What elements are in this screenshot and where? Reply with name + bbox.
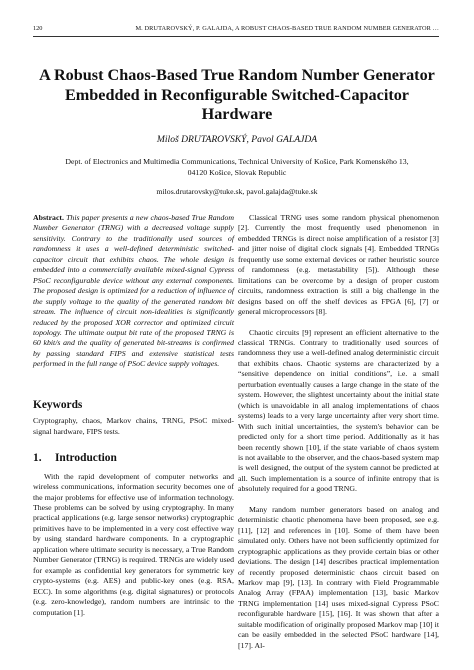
section-heading-introduction [33, 453, 234, 463]
running-title: M. DRUTAROVSKÝ, P. GALAJDA, A ROBUST CHAOS-BASED TRUE RANDOM NUMBER GENERATOR … [135, 25, 439, 32]
left-column [33, 213, 234, 618]
keywords-text: Cryptography, chaos, Markov chains, TRNG, PSoC mixed-signal hardware, FIPS tests. [33, 416, 234, 436]
abstract-label: Abstract. [33, 213, 64, 222]
abstract-text: This paper presents a new chaos-based True Random Number Generator (TRNG) with a decreased voltage supply sensitivity. Contrary to the traditionally used sources of randomness it uses a well-defined deterministic switched-capacitor circuit that exhibits chaos. The whole design is embedded into a commercially available mixed-signal Cypress PSoC reconfigurable device without any external components. The proposed design is optimized for a reduction of influence of the supply voltage to the quality of the generated random bit stream. The influence of circuit non-idealities is significantly reduced by the proposed XOR corrector and optimized circuit topology. The ultimate output bit rate of the proposed TRNG is 60 kbit/s and the quality of generated bit-streams is confirmed by passing standard FIPS and extensive statistical tests performed in the full range of PSoC device supply voltages. [33, 213, 234, 369]
body-paragraph: Many random number generators based on analog and deterministic chaotic phenomena have been proposed, see e.g. [11], [12] and references in [10]. Some of them have been simulated only. Others have not been sufficiently optimized for cryptographic applications as they provide certain bias or other deviations. The design [14] describes practical implementation of recently proposed deterministic chaos circuit based on Markov map [9], [13]. In contrary with Field Programmable Analog Array (FPAA) implementation [13], basic Markov TRNG implementation [14] uses mixed-signal Cypress PSoC reconfigurable hardware [15], [16]. It was shown that after a suitable modification of originally proposed Markov map [10] it can be easily embedded in the selected PSoC hardware [14], [17]. Al- [238, 504, 439, 650]
abstract [33, 213, 234, 370]
paragraph-gap [238, 495, 439, 505]
right-column [238, 213, 439, 651]
paragraph-gap [238, 318, 439, 328]
page-number: 120 [33, 25, 43, 32]
body-paragraph: Chaotic circuits [9] represent an efficient alternative to the classical TRNGs. Contrary to traditionally used sources of randomness they use a well-defined analog deterministic circuit that exhibits chaos. Chaotic systems are characterized by a “sensitive dependence on initial conditions”, i.e. a small perturbation eventually causes a large change in the state of the system. However, the slightest uncertainty about the initial state (which is unavoidable in all analog implementations of chaos systems) leads to a very large uncertainty after very short time. With such initial uncertainties, the system's behavior can be predicted only for a short time period. Additionally as it has been recently shown [10], if the state variable of chaos system is not available to the observer, and the chaos-based system map is well designed, the output of the system cannot be predicted at all. Such implementation is a source of infinite entropy that is absolutely required for a good TRNG. [238, 327, 439, 494]
title-line: A Robust Chaos-Based True Random Number Generator [39, 66, 435, 84]
paper-title [20, 66, 454, 125]
author-emails: milos.drutarovsky@tuke.sk, pavol.galajda@tuke.sk [156, 187, 318, 196]
title-line: Hardware [201, 105, 273, 124]
title-line: Embedded in Reconfigurable Switched-Capacitor [65, 85, 409, 104]
affiliation-line: Dept. of Electronics and Multimedia Communications, Technical University of Košice, Park Komenského 13, [65, 157, 409, 166]
header-rule [33, 36, 439, 37]
keywords-heading: Keywords [33, 398, 83, 411]
section-number: 1. [33, 452, 42, 465]
body-paragraph: Classical TRNG uses some random physical phenomenon [2]. Currently the most frequently used phenomenon in embedded TRNGs is direct noise amplification of a resistor [3] and jitter noise of digital clock signals [4]. Embedded TRNGs frequently use some external devices or rather heuristic source of randomness (e.g. metastability [5]). Although these limitations can be overcome by a design of proper custom circuits, randomness extraction is still a big challenge in the designs based on off the shelf devices as FPGA [6], [7] or general microprocessors [8]. [238, 213, 439, 317]
introduction-paragraph: With the rapid development of computer networks and wireless communications, information security becomes one of the major problems for effective use of information technology. These problems can be solved by using cryptography. In many practical applications (e.g. large sensor networks) cryptographic primitives have to be implemented in a very cost effective way by using standard hardware components. In a cryptographic application where ultimate security is necessary, a True Random Number Generator (TRNG) is required. TRNGs are widely used for example as confidential key generators for symmetric key crypto-systems (e.g. AES) and public-key ones (e.g. RSA, ECC). In some algorithms (e.g. digital signatures) or protocols (e.g. zero-knowledge), random numbers are intrinsic to the computation [1]. [33, 471, 235, 617]
affiliation [20, 157, 454, 178]
affiliation-line: 04120 Košice, Slovak Republic [187, 167, 287, 177]
author-list: Miloš DRUTAROVSKÝ, Pavol GALAJDA [156, 134, 318, 145]
section-title: Introduction [55, 452, 117, 465]
